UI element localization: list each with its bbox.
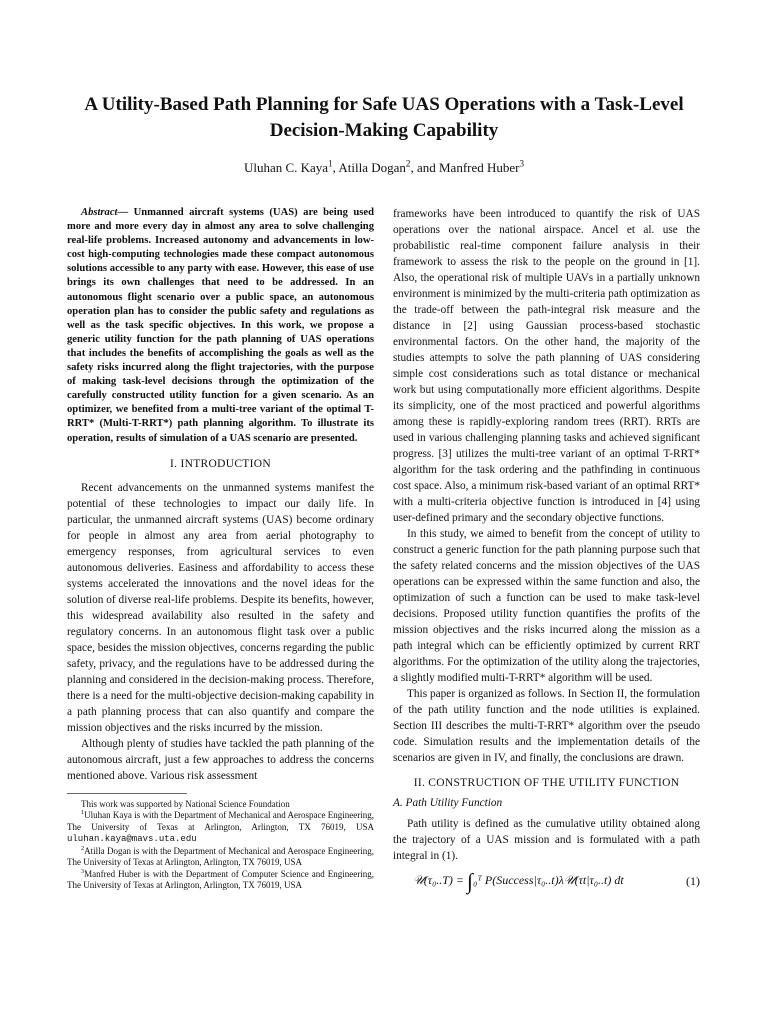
subsection-heading-path-utility: A. Path Utility Function	[393, 797, 503, 809]
abstract-label: Abstract	[81, 207, 118, 218]
equation-expression	[413, 868, 624, 894]
footnote-1	[67, 810, 374, 846]
footnote-rule	[67, 793, 187, 794]
integral-symbol: ∫	[467, 868, 474, 894]
left-column	[67, 206, 374, 892]
author-line	[60, 160, 708, 176]
footnote-support: This work was supported by National Science Foundation	[81, 798, 290, 809]
footnote-3-text: Manfred Huber is with the Department of Computer Science and Engineering, The University of Texas at Arlington, Arlington, TX 76019, USA	[67, 868, 374, 891]
body-paragraph-continued: frameworks have been introduced to quantify the risk of UAS operations over the national airspace. Ancel et al. use the probabilistic real-time component failure analysis in their framework to assess the risk to the people on the ground in [1]. Also, the operational risk of multiple UAVs in a partially unknown environment is minimized by the multi-criteria path optimization as the trade-off between the path-integral risk measure and the distance in [2] using Gaussian process-based stochastic environmental factors. On the other hand, the majority of the studies attempts to solve the path planning of UAS considering simple cost considerations such as total distance or mechanical work but using computationally more efficient algorithms. Despite its simplicity, one of the most practiced and powerful algorithms among these is rapidly-exploring random trees (RRT). RRTs are used in various challenging planning tasks and achieved significant progress. [3] utilizes the multi-tree variant of an optimal T-RRT* algorithm for the task ordering and the pathfinding in continuous cost space. Also, a minimum risk-based variant of an optimal RRT* with a multi-criteria objective function is introduced in [4] using user-defined primary and the secondary objective functions.	[393, 208, 700, 524]
author-separator: ,	[332, 160, 339, 175]
paper-title: A Utility-Based Path Planning for Safe UAS Operations with a Task-Level Decision-Making Capability	[84, 94, 684, 141]
abstract-dash: —	[117, 207, 134, 218]
author-name: Manfred Huber	[439, 160, 520, 175]
abstract	[67, 206, 374, 446]
integral-limits: ₀ᵀ	[473, 873, 482, 887]
body-paragraph-organization: This paper is organized as follows. In Section II, the formulation of the path utility function and the node utilities is explained. Section III describes the multi-T-RRT* algorithm over the pseudo code. Simulation results and the implementation details of the scenarios are given in IV, and finally, the conclusions are drawn.	[393, 688, 700, 764]
author-mark: 1	[328, 158, 333, 169]
right-column	[393, 206, 700, 894]
footnote-3	[67, 869, 374, 892]
author-email: uluhan.kaya@mavs.uta.edu	[67, 834, 197, 845]
equation-lhs: 𝒰(τ₀..T) =	[413, 873, 468, 887]
section-heading-introduction: I. INTRODUCTION	[170, 457, 271, 470]
body-paragraph-path-utility: Path utility is defined as the cumulative utility obtained along the trajectory of a UAS mission and is formulated with a path integral in (1).	[393, 818, 700, 862]
footnote-2	[67, 846, 374, 869]
intro-paragraph-1: Recent advancements on the unmanned systems manifest the potential of these technologies to impact our daily life. In particular, the unmanned aircraft systems (UAS) become ordinary for people in almost any area from aerial photography to emergency responses, from agricultural services to even autonomous deliveries. Easiness and affordability to access these systems accelerated the innovations and the novel ideas for the solution of diverse real-life problems. Despite its benefits, however, this widespread availability also resulted in the safety and regulatory concerns. In an autonomous flight task over a public space, besides the mission objectives, concerns regarding the public safety, privacy, and the regulations have to be addressed during the planning and considered in the decision-making process. Therefore, there is a need for the multi-objective decision-making capability in a path planning process that can also quantify and compare the mission objectives and the risks incurred by the mission.	[67, 481, 374, 734]
footnote-mark: 1	[81, 809, 85, 817]
equation-1	[393, 868, 700, 894]
author-name: Atilla Dogan	[338, 160, 406, 175]
equation-number: (1)	[686, 873, 700, 888]
equation-rhs: P(Success|τ₀..t)λ𝒰(τt|τ₀..t) dt	[484, 873, 624, 887]
abstract-text: Unmanned aircraft systems (UAS) are being used more and more every day in almost any area to solve challenging real-life problems. Increased autonomy and advancements in low-cost high-computing technologies made these compact autonomous solutions accessible to any party with ease. However, this ease of use brings its own challenges that need to be addressed. In an autonomous flight scenario over a public space, an autonomous operation plan has to consider the public safety and regulations as well as the task specific objectives. In this work, we propose a generic utility function for the path planning of UAS operations that includes the benefits of accomplishing the goals as well as the safety risks incurred along the flight trajectories, with the purpose of making task-level decisions through the optimization of the carefully constructed utility function for a given scenario. As an optimizer, we benefited from a multi-tree variant of the optimal T-RRT* (Multi-T-RRT*) path planning algorithm. To illustrate its operation, results of simulation of a UAS scenario are presented.	[67, 207, 375, 444]
author-separator: , and	[410, 160, 439, 175]
footnote-mark: 2	[81, 844, 85, 852]
footnotes	[67, 799, 374, 892]
footnote-2-text: Atilla Dogan is with the Department of Mechanical and Aerospace Engineering, The University of Texas at Arlington, Arlington, TX 76019, USA	[67, 845, 374, 868]
section-heading-utility-function: II. CONSTRUCTION OF THE UTILITY FUNCTION	[413, 777, 680, 789]
footnote-1-text: Uluhan Kaya is with the Department of Mechanical and Aerospace Engineering, The University of Texas at Arlington, Arlington, TX 76019, USA	[67, 810, 374, 832]
body-paragraph-study: In this study, we aimed to benefit from the concept of utility to construct a generic function for the path planning purpose such that the safety related concerns and the mission objectives of the UAS operations can be expressed within the same function and also, the optimization of such a function can be used to make task-level decisions. Proposed utility function quantifies the profits of the mission objectives and the risks incurred along the mission as a path integral which can be efficiently optimized by current RRT algorithms. For the optimization of the utility along the trajectories, a slightly modified multi-T-RRT* algorithm will be used.	[393, 528, 700, 684]
footnote-mark: 3	[81, 867, 85, 875]
intro-paragraph-2: Although plenty of studies have tackled the path planning of the autonomous aircraft, just a few approaches to address the concerns mentioned above. Various risk assessment	[67, 737, 374, 782]
author-mark: 3	[519, 158, 525, 169]
author-mark: 2	[405, 158, 411, 169]
author-name: Uluhan C. Kaya	[243, 160, 329, 175]
